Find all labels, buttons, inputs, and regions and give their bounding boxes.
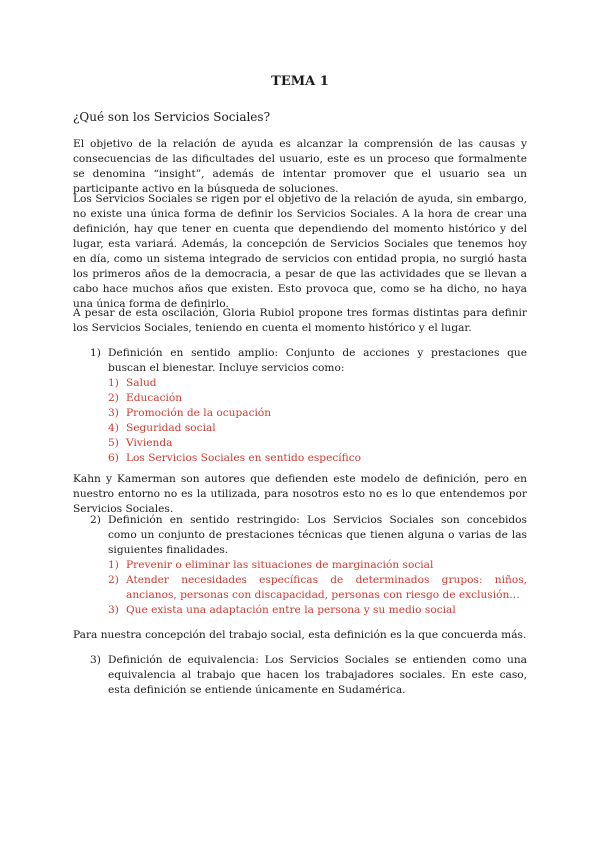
list-item: 1) Prevenir o eliminar las situaciones de marginación social (108, 559, 434, 571)
list-item: 1) Salud (108, 377, 157, 389)
list-item: 2) Atender necesidades específicas de determinados grupos: niños, ancianos, personas con discapacidad, personas con riesgo de exclusión… (108, 574, 527, 601)
list-item: 6) Los Servicios Sociales en sentido específico (108, 452, 362, 464)
list-item: 4) Seguridad social (108, 422, 216, 434)
item-number: 2) (90, 514, 101, 526)
item-number: 3) (90, 654, 101, 666)
paragraph-concepcion: Para nuestra concepción del trabajo social, esta definición es la que concuerda más. (73, 629, 527, 641)
list-item: 5) Vivienda (108, 437, 173, 449)
item-text: Definición en sentido restringido: Los Servicios Sociales son concebidos como un conjunto de prestaciones técnicas que tienen alguna o varias de las siguientes finalidades. (108, 514, 527, 556)
sub-list (108, 376, 527, 466)
item-text: Definición de equivalencia: Los Servicios Sociales se entienden como una equivalencia al trabajo que hacen los trabajadores sociales. En este caso, esta definición se entiende únicamente en Sudamérica. (108, 654, 527, 696)
paragraph-kahn: Kahn y Kamerman son autores que defienden este modelo de definición, pero en nuestro entorno no es la utilizada, para nosotros esto no es lo que entendemos por Servicios Sociales. (73, 473, 527, 515)
definition-item-1 (90, 346, 527, 466)
page-title: TEMA 1 (271, 74, 329, 89)
list-item: 2) Educación (108, 392, 183, 404)
paragraph-insight: El objetivo de la relación de ayuda es alcanzar la comprensión de las causas y consecuencias de las dificultades del usuario, este es un proceso que formalmente se denomina “insight”, además de intentar promover que el usuario sea un participante activo en la búsqueda de soluciones. (73, 138, 527, 195)
item-number: 1) (90, 347, 101, 359)
item-text: Definición en sentido amplio: Conjunto de acciones y prestaciones que buscan el bienestar. Incluye servicios como: (108, 347, 527, 374)
list-item: 3) Promoción de la ocupación (108, 407, 272, 419)
sub-list (108, 558, 527, 618)
list-item: 3) Que exista una adaptación entre la persona y su medio social (108, 604, 456, 616)
paragraph-definition: Los Servicios Sociales se rigen por el objetivo de la relación de ayuda, sin embargo, no existe una única forma de definir los Servicios Sociales. A la hora de crear una definición, hay que tener en cuenta que dependiendo del momento histórico y del lugar, esta variará. Además, la concepción de Servicios Sociales que tenemos hoy en día, como un sistema integrado de servicios con entidad propia, no surgió hasta los primeros años de la democracia, a pesar de que las actividades que se llevan a cabo hace muchos años que existen. Esto provoca que, como se ha dicho, no haya una única forma de definirlo. (73, 193, 527, 310)
definition-item-2 (90, 513, 527, 618)
section-heading: ¿Qué son los Servicios Sociales? (73, 110, 270, 124)
paragraph-rubiol: A pesar de esta oscilación, Gloria Rubiol propone tres formas distintas para definir los Servicios Sociales, teniendo en cuenta el momento histórico y el lugar. (73, 307, 527, 334)
definition-item-3 (90, 653, 527, 698)
